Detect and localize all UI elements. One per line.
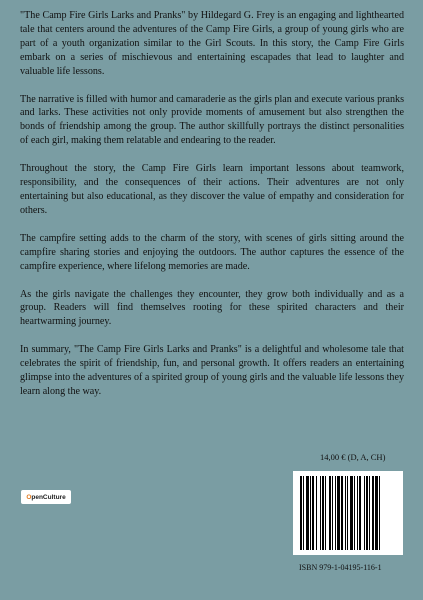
barcode-bar <box>300 476 302 550</box>
logo-text: penCulture <box>31 493 66 501</box>
back-cover-text <box>20 9 404 413</box>
paragraph-2: The narrative is filled with humor and camaraderie as the girls plan and execute various pranks and larks. These activities not only provide moments of amusement but also strengthen the bonds of friendship among the group. The author skillfully portrays the distinct personalities of each girl, making them relatable and endearing to the reader. <box>20 93 404 147</box>
paragraph-4: The campfire setting adds to the charm of the story, with scenes of girls sitting around the campfire sharing stories and enjoying the outdoors. The author captures the essence of the campfire experience, where lifelong memories are made. <box>20 232 404 272</box>
barcode-bar <box>335 476 336 550</box>
barcode-bar <box>345 476 346 550</box>
paragraph-3: Throughout the story, the Camp Fire Girls learn important lessons about teamwork, responsibility, and the consequences of their actions. Their adventures are not only entertaining but also educational, as they discover the value of empathy and consideration for others. <box>20 163 404 216</box>
logo-mark: O <box>26 493 32 501</box>
barcode-bar <box>337 476 340 550</box>
barcode-bar <box>372 476 374 550</box>
price-label: 14,00 € (D, A, CH) <box>320 452 386 462</box>
barcode-bar <box>303 476 304 550</box>
isbn-label: ISBN 979-1-04195-116-1 <box>299 563 382 572</box>
barcode-bar <box>341 476 343 550</box>
barcode-bar <box>322 476 324 550</box>
barcode-bar <box>366 476 368 550</box>
barcode-bar <box>312 476 314 550</box>
barcode-bar <box>375 476 378 550</box>
barcode-bar <box>325 476 326 550</box>
barcode-bar <box>379 476 380 550</box>
publisher-logo <box>21 490 71 504</box>
barcode-bar <box>316 476 317 550</box>
barcode-bar <box>357 476 358 550</box>
barcode-bar <box>332 476 333 550</box>
paragraph-1: "The Camp Fire Girls Larks and Pranks" by Hildegard G. Frey is an engaging and lighthearted tale that centers around the adventures of the Camp Fire Girls, a group of young girls who are part of a youth organization similar to the Girl Scouts. In this story, the Camp Fire Girls embark on a series of mischievous and entertaining escapades that lead to laughter and valuable life lessons. <box>20 10 404 77</box>
barcode-bars <box>298 476 398 550</box>
barcode <box>293 471 403 555</box>
barcode-bar <box>329 476 331 550</box>
barcode-bar <box>369 476 370 550</box>
barcode-bar <box>354 476 355 550</box>
paragraph-5: As the girls navigate the challenges they encounter, they grow both individually and as a group. Readers will find themselves rooting for these spirited characters and their heartwarming journey. <box>20 288 404 328</box>
barcode-bar <box>310 476 311 550</box>
paragraph-6: In summary, "The Camp Fire Girls Larks and Pranks" is a delightful and wholesome tale that celebrates the spirit of friendship, fun, and personal growth. It offers readers an entertaining glimpse into the adventures of a spirited group of young girls and the valuable life lessons they learn along the way. <box>20 344 404 397</box>
barcode-bar <box>350 476 353 550</box>
barcode-bar <box>347 476 348 550</box>
barcode-bar <box>306 476 309 550</box>
barcode-bar <box>364 476 365 550</box>
barcode-bar <box>320 476 321 550</box>
barcode-bar <box>359 476 361 550</box>
